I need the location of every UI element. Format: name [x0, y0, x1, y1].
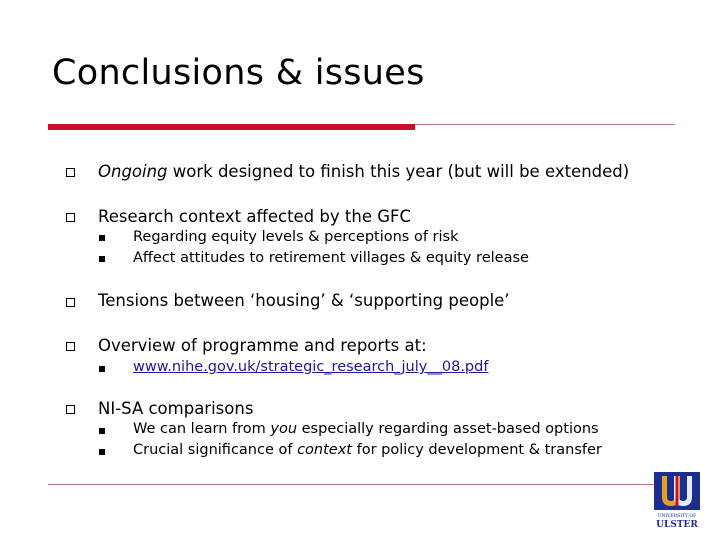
logo-ulster: ULSTER — [656, 520, 698, 530]
text-post: for policy development & transfer — [351, 442, 602, 458]
filled-square-bullet-icon — [99, 256, 105, 262]
logo-red-bar — [676, 476, 679, 506]
bullet-overview: Overview of programme and reports at: — [98, 336, 427, 355]
filled-square-bullet-icon — [99, 428, 105, 434]
emphasis-you: you — [270, 421, 298, 437]
report-link[interactable]: www.nihe.gov.uk/strategic_research_july__08.pdf — [133, 359, 489, 375]
bullet-research-context: Research context affected by the GFC — [98, 207, 412, 226]
filled-square-bullet-icon — [99, 366, 105, 372]
text-pre: We can learn from — [133, 421, 271, 437]
logo-university-of: UNIVERSITY OF — [657, 514, 697, 519]
emphasis-ongoing: Ongoing — [98, 162, 168, 181]
hollow-square-bullet-icon — [66, 405, 75, 414]
text-post: especially regarding asset-based options — [297, 421, 599, 437]
text-pre: Crucial significance of — [133, 442, 298, 458]
hollow-square-bullet-icon — [66, 168, 75, 177]
bullet-ongoing-work — [98, 162, 629, 181]
hollow-square-bullet-icon — [66, 298, 75, 307]
filled-square-bullet-icon — [99, 235, 105, 241]
university-of-ulster-logo — [652, 470, 702, 530]
bullet-ni-sa: NI-SA comparisons — [98, 399, 254, 418]
subbullet-learn-from-you — [133, 421, 599, 437]
title-divider-accent — [48, 124, 415, 130]
slide-title: Conclusions & issues — [52, 53, 425, 93]
hollow-square-bullet-icon — [66, 213, 75, 222]
emphasis-context: context — [297, 442, 352, 458]
bullet-tensions: Tensions between ‘housing’ & ‘supporting people’ — [98, 291, 510, 310]
filled-square-bullet-icon — [99, 449, 105, 455]
subbullet-context — [133, 442, 602, 458]
subbullet-attitudes: Affect attitudes to retirement villages & equity release — [133, 250, 529, 266]
footer-divider — [48, 484, 675, 485]
hollow-square-bullet-icon — [66, 342, 75, 351]
bullet-text: work designed to finish this year (but will be extended) — [167, 162, 630, 181]
subbullet-equity-levels: Regarding equity levels & perceptions of risk — [133, 229, 459, 245]
